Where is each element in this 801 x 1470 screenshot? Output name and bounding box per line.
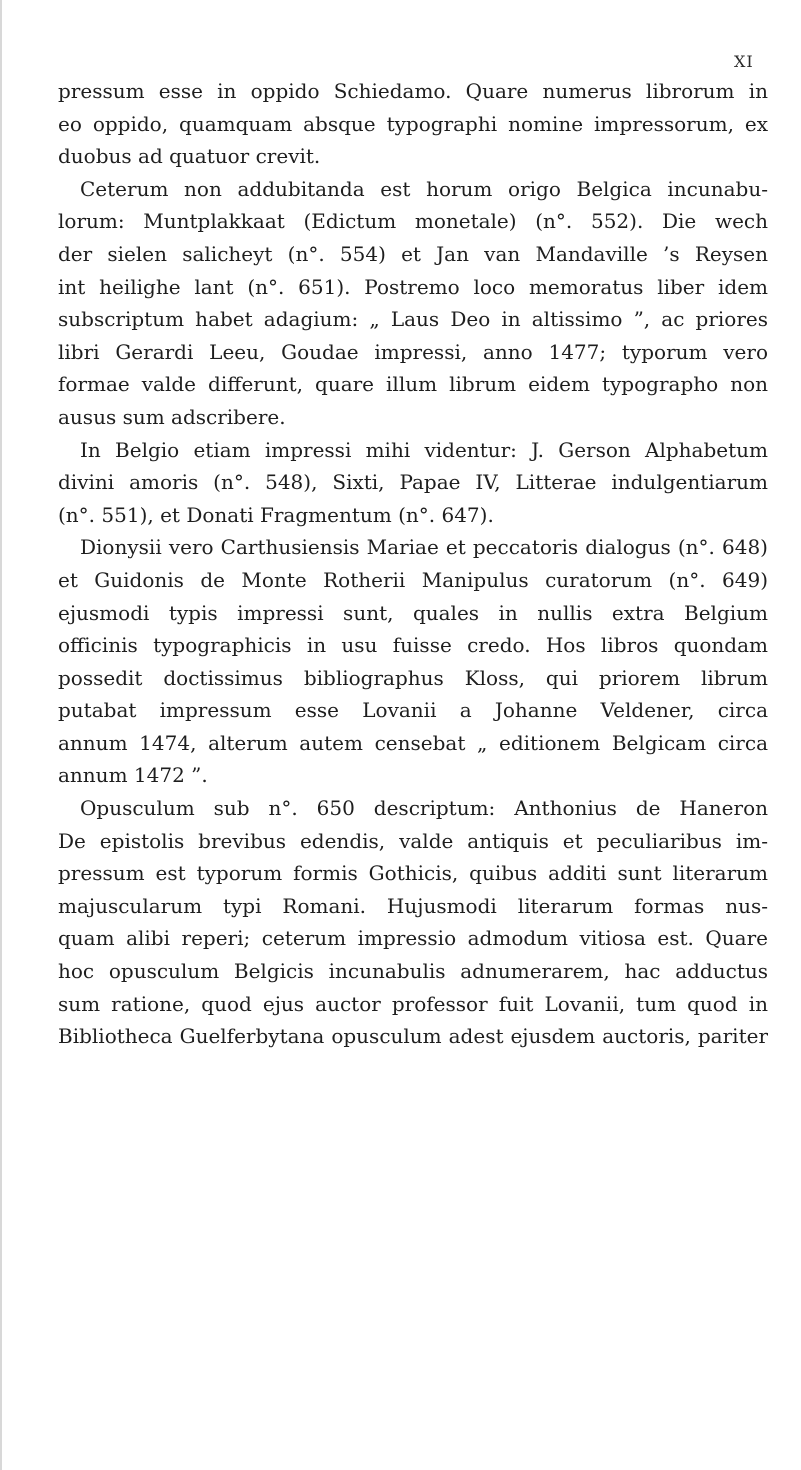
text-line: pressum est typorum formis Gothicis, quibus additi sunt literarum	[58, 861, 768, 886]
text-line: eo oppido, quamquam absque typographi nomine impressorum, ex	[58, 111, 768, 136]
text-line: officinis typographicis in usu fuisse credo. Hos libros quondam	[58, 633, 768, 658]
text-line: sum ratione, quod ejus auctor professor fuit Lovanii, tum quod in	[58, 991, 768, 1016]
text-line: annum 1472 ”.	[58, 763, 208, 788]
text-line: Bibliotheca Guelferbytana opusculum adest ejusdem auctoris, pariter	[58, 1024, 768, 1049]
text-line: formae valde differunt, quare illum librum eidem typographo non	[58, 372, 768, 397]
text-line: ejusmodi typis impressi sunt, quales in nullis extra Belgium	[58, 600, 768, 625]
text-line: pressum esse in oppido Schiedamo. Quare numerus librorum in	[58, 79, 768, 103]
text-line: ausus sum adscribere.	[58, 404, 286, 429]
body-text	[58, 75, 768, 1053]
text-line: De epistolis brevibus edendis, valde antiquis et peculiaribus im-	[58, 828, 768, 853]
text-line: subscriptum habet adagium: „ Laus Deo in altissimo ”, ac priores	[58, 307, 768, 332]
text-line: Opusculum sub n°. 650 descriptum: Anthonius de Haneron	[80, 796, 768, 821]
text-line: majuscularum typi Romani. Hujusmodi literarum formas nus-	[58, 893, 768, 918]
text-line: libri Gerardi Leeu, Goudae impressi, anno 1477; typorum vero	[58, 339, 768, 364]
text-line: der sielen salicheyt (n°. 554) et Jan van Mandaville ’s Reysen	[58, 241, 768, 266]
text-line: duobus ad quatuor crevit.	[58, 144, 321, 169]
text-line: divini amoris (n°. 548), Sixti, Papae IV, Litterae indulgentiarum	[58, 470, 768, 495]
text-line: quam alibi reperi; ceterum impressio admodum vitiosa est. Quare	[58, 926, 768, 951]
text-line: int heilighe lant (n°. 651). Postremo loco memoratus liber idem	[58, 274, 768, 299]
text-line: (n°. 551), et Donati Fragmentum (n°. 647).	[58, 502, 494, 527]
text-line: Ceterum non addubitanda est horum origo Belgica incunabu-	[80, 176, 768, 201]
text-line: possedit doctissimus bibliographus Kloss, qui priorem librum	[58, 665, 768, 690]
page-edge-line	[0, 0, 2, 1470]
text-line: hoc opusculum Belgicis incunabulis adnumerarem, hac adductus	[58, 959, 768, 984]
text-line: Dionysii vero Carthusiensis Mariae et peccatoris dialogus (n°. 648)	[80, 535, 768, 560]
page-number: XI	[734, 52, 754, 71]
text-line: annum 1474, alterum autem censebat „ editionem Belgicam circa	[58, 730, 768, 755]
text-line: In Belgio etiam impressi mihi videntur: J. Gerson Alphabetum	[80, 437, 768, 462]
text-line: lorum: Muntplakkaat (Edictum monetale) (n°. 552). Die wech	[58, 209, 768, 234]
text-line: putabat impressum esse Lovanii a Johanne Veldener, circa	[58, 698, 768, 723]
text-line: et Guidonis de Monte Rotherii Manipulus curatorum (n°. 649)	[58, 567, 768, 592]
